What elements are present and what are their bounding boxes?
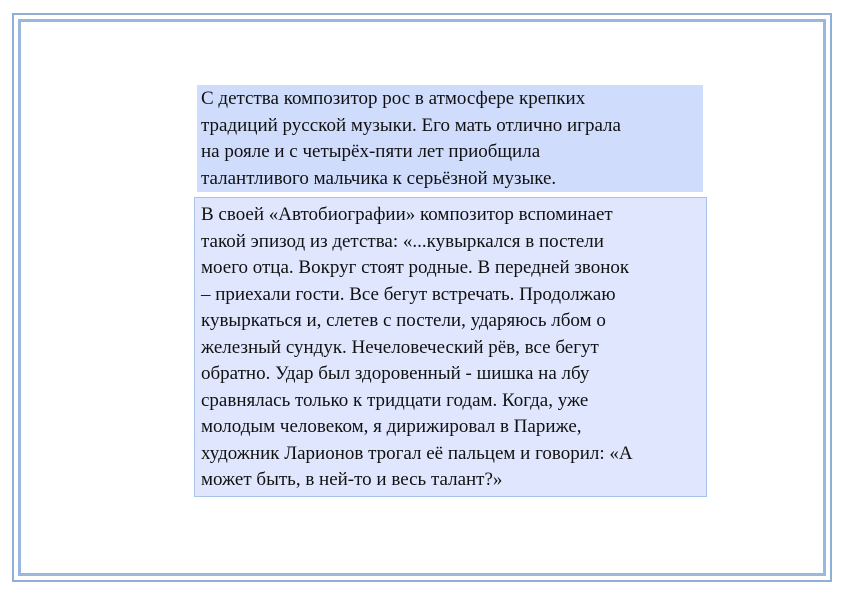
text-line: может быть, в ней-то и весь талант?»: [201, 469, 503, 490]
text-line: молодым человеком, я дирижировал в Париже,: [201, 416, 582, 437]
text-line: С детства композитор рос в атмосфере крепких: [201, 88, 586, 109]
text-line: сравнялась только к тридцати годам. Когда, уже: [201, 389, 589, 411]
text-line: на рояле и с четырёх-пяти лет приобщила: [201, 141, 541, 162]
text-line: обратно. Удар был здоровенный - шишка на лбу: [201, 363, 590, 384]
text-box-childhood: [197, 85, 703, 192]
text-line: кувыркаться и, слетев с постели, ударяюсь лбом о: [201, 310, 606, 331]
text-line: такой эпизод из детства: «...кувыркался в постели: [201, 230, 604, 252]
text-box-autobiography-quote: [194, 197, 707, 497]
text-line: моего отца. Вокруг стоят родные. В передней звонок: [201, 257, 630, 278]
text-line: – приехали гости. Все бегут встречать. Продолжаю: [201, 283, 616, 305]
text-line: художник Ларионов трогал её пальцем и говорил: «А: [201, 442, 633, 464]
text-line: традиций русской музыки. Его мать отлично играла: [201, 114, 621, 136]
text-line: В своей «Автобиографии» композитор вспоминает: [201, 204, 613, 225]
text-line: железный сундук. Нечеловеческий рёв, все бегут: [201, 336, 599, 358]
text-line: талантливого мальчика к серьёзной музыке.: [201, 167, 557, 189]
